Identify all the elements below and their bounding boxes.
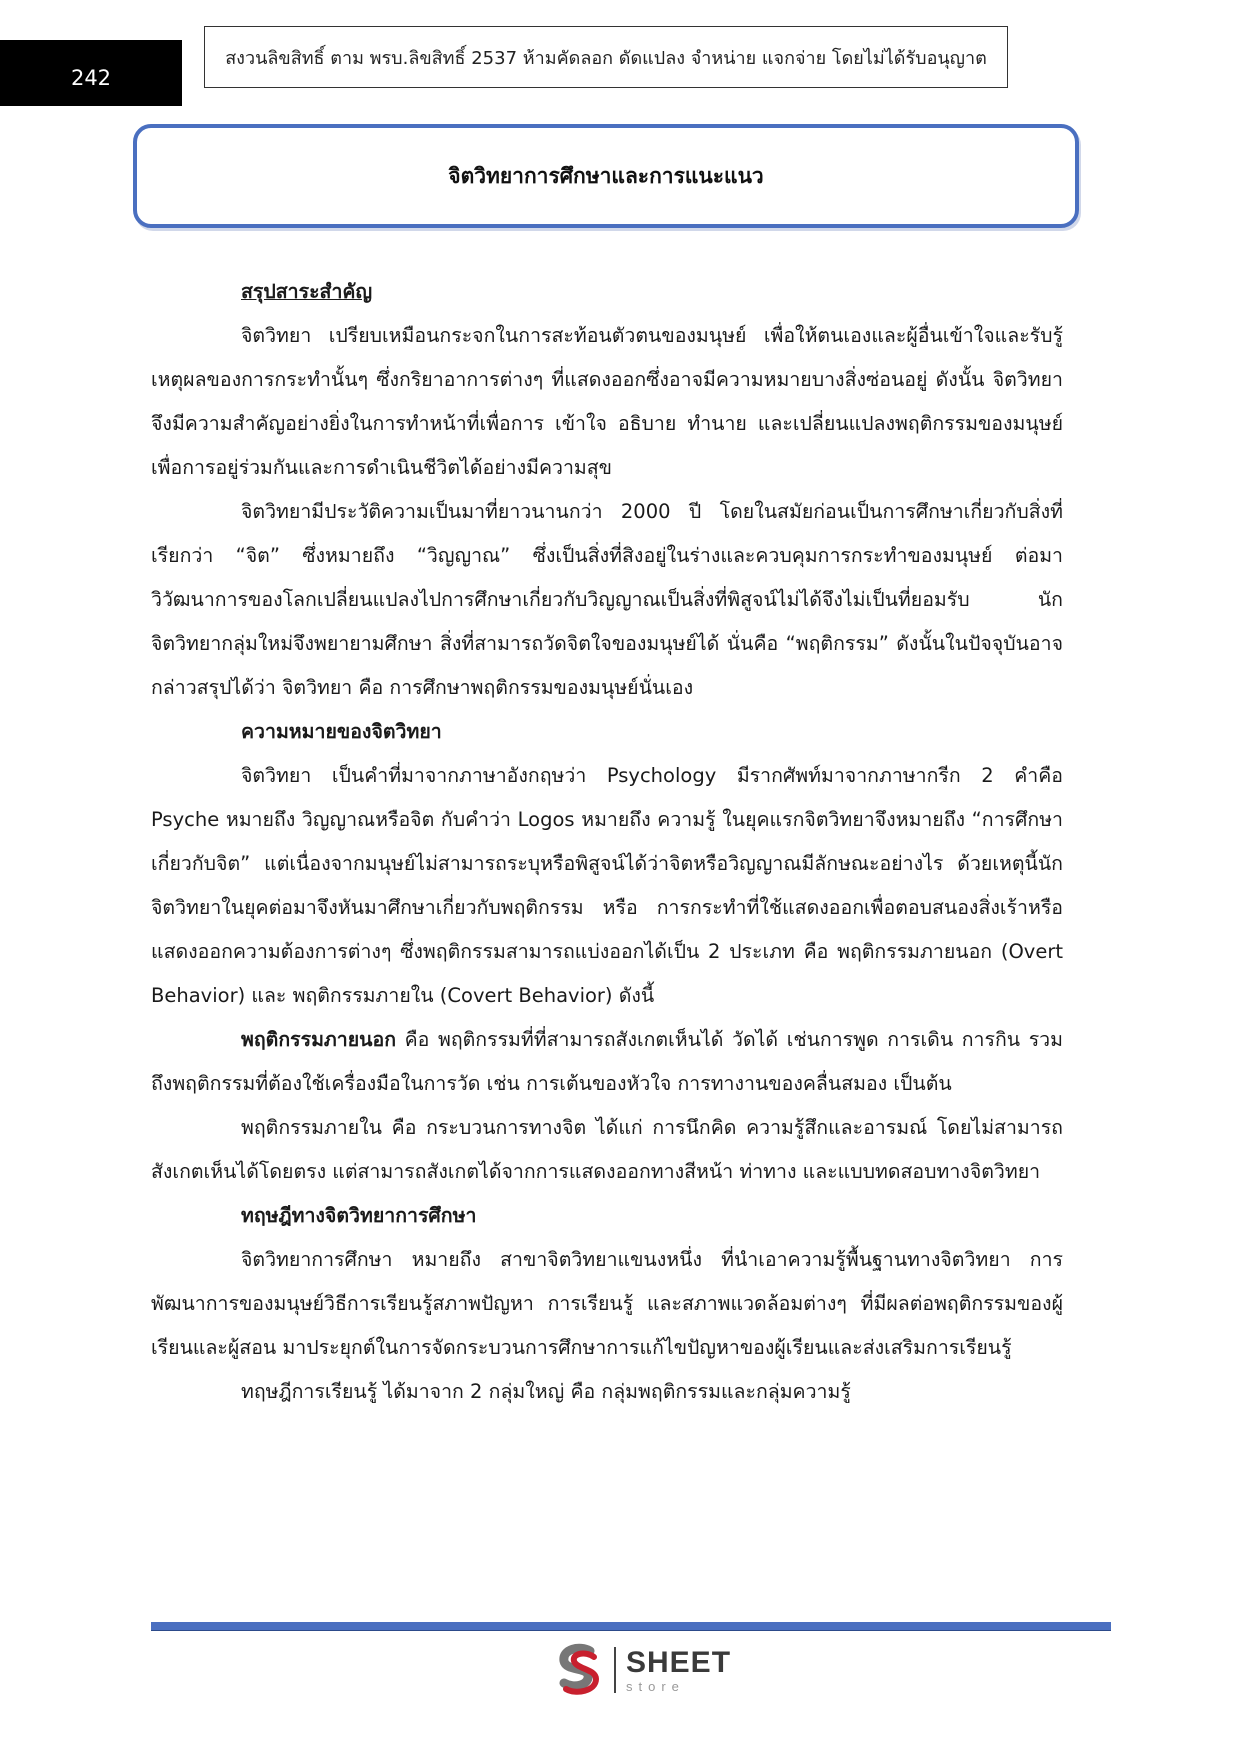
logo-subtitle: store [626, 1678, 685, 1694]
meaning-paragraph: จิตวิทยา เป็นคำที่มาจากภาษาอังกฤษว่า Psychology มีรากศัพท์มาจากภาษากรีก 2 คำคือ Psyche หมายถึง วิญญาณหรือจิต กับคำว่า Logos หมายถึง ความรู้ ในยุคแรกจิตวิทยาจึงหมายถึง “การศึกษาเกี่ยวกับจิต” แต่เนื่องจากมนุษย์ไม่สามารถระบุหรือพิสูจน์ได้ว่าจิตหรือวิญญาณมีลักษณะอย่างไร ด้วยเหตุนี้นักจิตวิทยาในยุคต่อมาจึงหันมาศึกษาเกี่ยวกับพฤติกรรม หรือ การกระทำที่ใช้แสดงออกเพื่อตอบสนองสิ่งเร้าหรือแสดงออกความต้องการต่างๆ ซึ่งพฤติกรรมสามารถแบ่งออกได้เป็น 2 ประเภท คือ พฤติกรรมภายนอก (Overt Behavior) และ พฤติกรรมภายใน (Covert Behavior) ดังนี้ [151, 764, 1063, 1007]
meaning-heading: ความหมายของจิตวิทยา [241, 720, 442, 743]
page-number: 242 [0, 40, 182, 106]
logo-divider [614, 1647, 616, 1693]
summary-paragraph-2: จิตวิทยามีประวัติความเป็นมาที่ยาวนานกว่า 2000 ปี โดยในสมัยก่อนเป็นการศึกษาเกี่ยวกับสิ่งที่เรียกว่า “จิต” ซึ่งหมายถึง “วิญญาณ” ซึ่งเป็นสิ่งที่สิงอยู่ในร่างและควบคุมการกระทำของมนุษย์ ต่อมาวิวัฒนาการของโลกเปลี่ยนแปลงไปการศึกษาเกี่ยวกับวิญญาณเป็นสิ่งที่พิสูจน์ไม่ได้จึงไม่เป็นที่ยอมรับ นักจิตวิทยากลุ่มใหม่จึงพยายามศึกษา สิ่งที่สามารถวัดจิตใจของมนุษย์ได้ นั่นคือ “พฤติกรรม” ดังนั้นในปัจจุบันอาจกล่าวสรุปได้ว่า จิตวิทยา คือ การศึกษาพฤติกรรมของมนุษย์นั่นเอง [151, 500, 1063, 699]
overt-behavior-paragraph [151, 1018, 1063, 1106]
overt-behavior-text: คือ พฤติกรรมที่ที่สามารถสังเกตเห็นได้ วัดได้ เช่นการพูด การเดิน การกิน รวมถึงพฤติกรรมที่ต้องใช้เครื่องมือในการวัด เช่น การเต้นของหัวใจ การทางานของคลื่นสมอง เป็นต้น [151, 1028, 1063, 1095]
chapter-title: จิตวิทยาการศึกษาและการแนะแนว [448, 163, 764, 188]
logo-text [626, 1645, 732, 1694]
overt-behavior-term: พฤติกรรมภายนอก [241, 1028, 397, 1051]
theory-paragraph-1: จิตวิทยาการศึกษา หมายถึง สาขาจิตวิทยาแขนงหนึ่ง ที่นำเอาความรู้พื้นฐานทางจิตวิทยา การพัฒนาการของมนุษย์วิธีการเรียนรู้สภาพปัญหา การเรียนรู้ และสภาพแวดล้อมต่างๆ ที่มีผลต่อพฤติกรรมของผู้เรียนและผู้สอน มาประยุกต์ในการจัดกระบวนการศึกษาการแก้ไขปัญหาของผู้เรียนและส่งเสริมการเรียนรู้ [151, 1248, 1063, 1359]
covert-behavior-paragraph: พฤติกรรมภายใน คือ กระบวนการทางจิต ได้แก่ การนึกคิด ความรู้สึกและอารมณ์ โดยไม่สามารถสังเกตเห็นได้โดยตรง แต่สามารถสังเกตได้จากการแสดงออกทางสีหน้า ท่าทาง และแบบทดสอบทางจิตวิทยา [151, 1116, 1063, 1183]
chapter-title-box [133, 124, 1079, 228]
document-body [151, 270, 1063, 1414]
logo-name: SHEET [626, 1645, 732, 1679]
footer-divider [151, 1622, 1111, 1631]
summary-paragraph-1: จิตวิทยา เปรียบเหมือนกระจกในการสะท้อนตัวตนของมนุษย์ เพื่อให้ตนเองและผู้อื่นเข้าใจและรับรู้เหตุผลของการกระทำนั้นๆ ซึ่งกริยาอาการต่างๆ ที่แสดงออกซึ่งอาจมีความหมายบางสิ่งซ่อนอยู่ ดังนั้น จิตวิทยาจึงมีความสำคัญอย่างยิ่งในการทำหน้าที่เพื่อการ เข้าใจ อธิบาย ทำนาย และเปลี่ยนแปลงพฤติกรรมของมนุษย์ เพื่อการอยู่ร่วมกันและการดำเนินชีวิตได้อย่างมีความสุข [151, 324, 1063, 479]
copyright-notice: สงวนลิขสิทธิ์ ตาม พรบ.ลิขสิทธิ์ 2537 ห้ามคัดลอก ดัดแปลง จำหน่าย แจกจ่าย โดยไม่ได้รับอนุญาต [204, 26, 1008, 88]
summary-heading: สรุปสาระสำคัญ [241, 280, 373, 303]
theory-heading: ทฤษฎีทางจิตวิทยาการศึกษา [241, 1204, 477, 1227]
theory-paragraph-2: ทฤษฎีการเรียนรู้ ได้มาจาก 2 กลุ่มใหญ่ คือ กลุ่มพฤติกรรมและกลุ่มความรู้ [241, 1380, 851, 1403]
sheet-store-logo [552, 1642, 731, 1698]
sheet-logo-icon [552, 1643, 606, 1697]
